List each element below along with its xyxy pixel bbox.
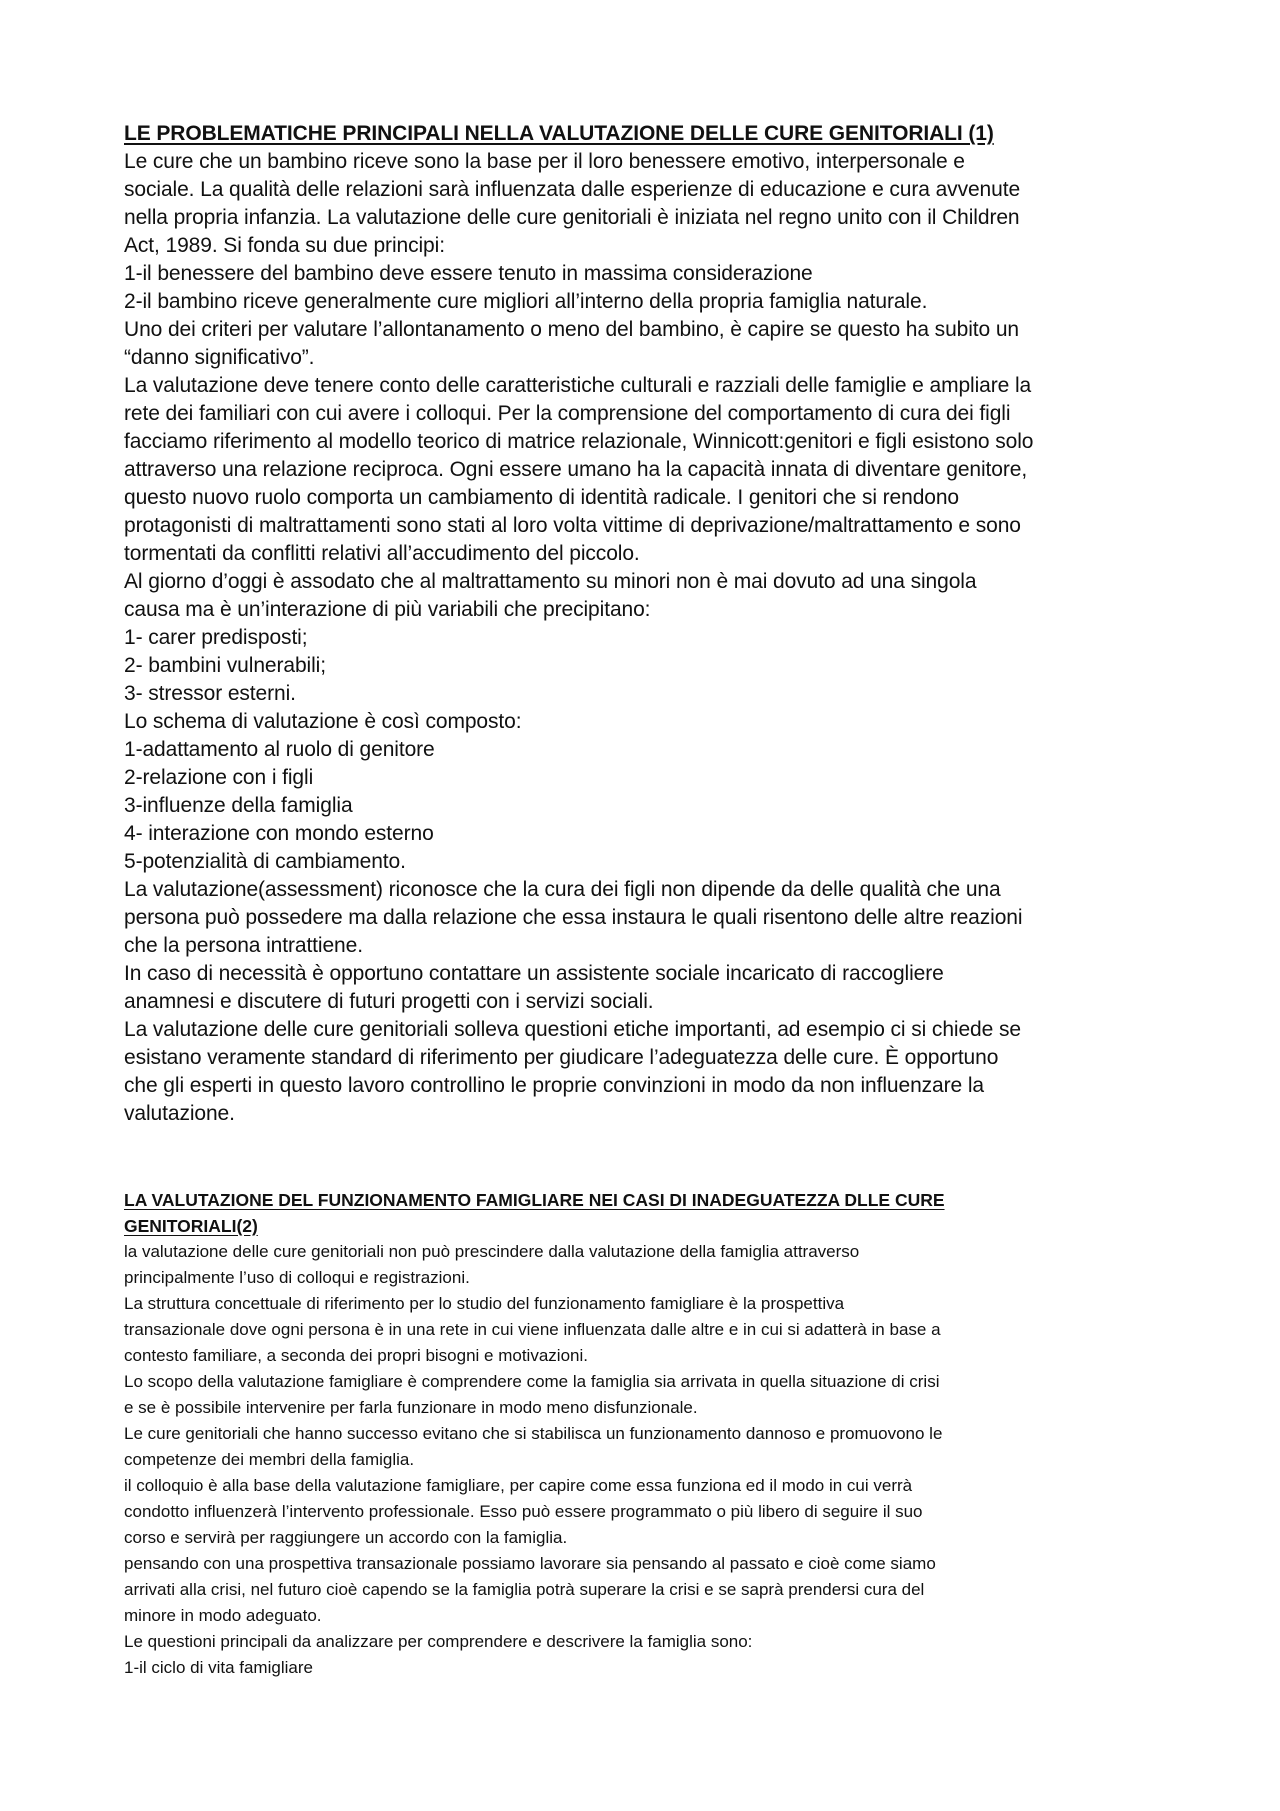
body-line: causa ma è un’interazione di più variabili che precipitano: <box>124 598 651 621</box>
body-line: La valutazione delle cure genitoriali solleva questioni etiche importanti, ad esempio ci si chiede se <box>124 1018 1021 1041</box>
body-line: che gli esperti in questo lavoro controllino le proprie convinzioni in modo da non influenzare la <box>124 1074 984 1097</box>
body-line: che la persona intrattiene. <box>124 934 363 957</box>
body-line: La struttura concettuale di riferimento per lo studio del funzionamento famigliare è la prospettiva <box>124 1294 845 1313</box>
body-line: 1-il benessere del bambino deve essere tenuto in massima considerazione <box>124 262 813 285</box>
body-line: principalmente l’uso di colloqui e registrazioni. <box>124 1268 470 1287</box>
body-line: e se è possibile intervenire per farla funzionare in modo meno disfunzionale. <box>124 1398 698 1417</box>
section-family-functioning <box>124 1187 1184 1681</box>
body-line: Le cure genitoriali che hanno successo evitano che si stabilisca un funzionamento dannoso e promuovono le <box>124 1424 943 1443</box>
list-item: 2-relazione con i figli <box>124 766 314 789</box>
body-line: Le cure che un bambino riceve sono la base per il loro benessere emotivo, interpersonale e <box>124 150 965 173</box>
body-line: sociale. La qualità delle relazioni sarà influenzata dalle esperienze di educazione e cura avvenute <box>124 178 1021 201</box>
list-item: 1-il ciclo di vita famigliare <box>124 1658 313 1677</box>
body-line: valutazione. <box>124 1102 235 1125</box>
body-line: 2-il bambino riceve generalmente cure migliori all’interno della propria famiglia naturale. <box>124 290 928 313</box>
body-line: protagonisti di maltrattamenti sono stati al loro volta vittime di deprivazione/maltrattamento e sono <box>124 514 1021 537</box>
body-line: La valutazione deve tenere conto delle caratteristiche culturali e razziali delle famiglie e ampliare la <box>124 374 1032 397</box>
list-item: 1- carer predisposti; <box>124 626 308 649</box>
list-item: 3-influenze della famiglia <box>124 794 353 817</box>
body-line: anamnesi e discutere di futuri progetti con i servizi sociali. <box>124 990 654 1013</box>
body-line: nella propria infanzia. La valutazione delle cure genitoriali è iniziata nel regno unito con il Children <box>124 206 1020 229</box>
body-line: arrivati alla crisi, nel futuro cioè capendo se la famiglia potrà superare la crisi e se saprà prendersi cura del <box>124 1580 925 1599</box>
body-line: il colloquio è alla base della valutazione famigliare, per capire come essa funziona ed il modo in cui verrà <box>124 1476 913 1495</box>
body-line: contesto familiare, a seconda dei propri bisogni e motivazioni. <box>124 1346 588 1365</box>
section-2-title-line-1: LA VALUTAZIONE DEL FUNZIONAMENTO FAMIGLIARE NEI CASI DI INADEGUATEZZA DLLE CURE <box>124 1190 945 1210</box>
section-1-body <box>124 148 1184 1128</box>
body-line: esistano veramente standard di riferimento per giudicare l’adeguatezza delle cure. È opportuno <box>124 1046 999 1069</box>
body-line: Lo schema di valutazione è così composto: <box>124 710 522 733</box>
body-line: Lo scopo della valutazione famigliare è comprendere come la famiglia sia arrivata in quella situazione di crisi <box>124 1372 940 1391</box>
body-line: tormentati da conflitti relativi all’accudimento del piccolo. <box>124 542 640 565</box>
body-line: La valutazione(assessment) riconosce che la cura dei figli non dipende da delle qualità che una <box>124 878 1001 901</box>
body-line: Le questioni principali da analizzare per comprendere e descrivere la famiglia sono: <box>124 1632 753 1651</box>
list-item: 2- bambini vulnerabili; <box>124 654 326 677</box>
section-2-title-line-2: GENITORIALI(2) <box>124 1216 258 1236</box>
section-2-body <box>124 1239 1184 1681</box>
body-line: In caso di necessità è opportuno contattare un assistente sociale incaricato di raccogliere <box>124 962 944 985</box>
body-line: “danno significativo”. <box>124 346 315 369</box>
body-line: Uno dei criteri per valutare l’allontanamento o meno del bambino, è capire se questo ha subito un <box>124 318 1020 341</box>
body-line: condotto influenzerà l’intervento professionale. Esso può essere programmato o più libero di seguire il suo <box>124 1502 923 1521</box>
body-line: Act, 1989. Si fonda su due principi: <box>124 234 445 257</box>
body-line: attraverso una relazione reciproca. Ogni essere umano ha la capacità innata di diventare genitore, <box>124 458 1028 481</box>
list-item: 3- stressor esterni. <box>124 682 296 705</box>
body-line: persona può possedere ma dalla relazione che essa instaura le quali risentono delle altre reazioni <box>124 906 1023 929</box>
body-line: transazionale dove ogni persona è in una rete in cui viene influenzata dalle altre e in cui si adatterà in base a <box>124 1320 941 1339</box>
body-line: corso e servirà per raggiungere un accordo con la famiglia. <box>124 1528 568 1547</box>
body-line: facciamo riferimento al modello teorico di matrice relazionale, Winnicott:genitori e figli esistono solo <box>124 430 1034 453</box>
section-1-title: LE PROBLEMATICHE PRINCIPALI NELLA VALUTAZIONE DELLE CURE GENITORIALI (1) <box>124 122 994 145</box>
body-line: rete dei familiari con cui avere i colloqui. Per la comprensione del comportamento di cura dei figli <box>124 402 1011 425</box>
body-line: pensando con una prospettiva transazionale possiamo lavorare sia pensando al passato e cioè come siamo <box>124 1554 936 1573</box>
body-line: minore in modo adeguato. <box>124 1606 322 1625</box>
body-line: Al giorno d’oggi è assodato che al maltrattamento su minori non è mai dovuto ad una singola <box>124 570 977 593</box>
list-item: 5-potenzialità di cambiamento. <box>124 850 406 873</box>
body-line: la valutazione delle cure genitoriali non può prescindere dalla valutazione della famiglia attraverso <box>124 1242 860 1261</box>
body-line: questo nuovo ruolo comporta un cambiamento di identità radicale. I genitori che si rendono <box>124 486 960 509</box>
section-parental-care-problems <box>124 120 1184 1128</box>
list-item: 4- interazione con mondo esterno <box>124 822 434 845</box>
list-item: 1-adattamento al ruolo di genitore <box>124 738 435 761</box>
body-line: competenze dei membri della famiglia. <box>124 1450 415 1469</box>
